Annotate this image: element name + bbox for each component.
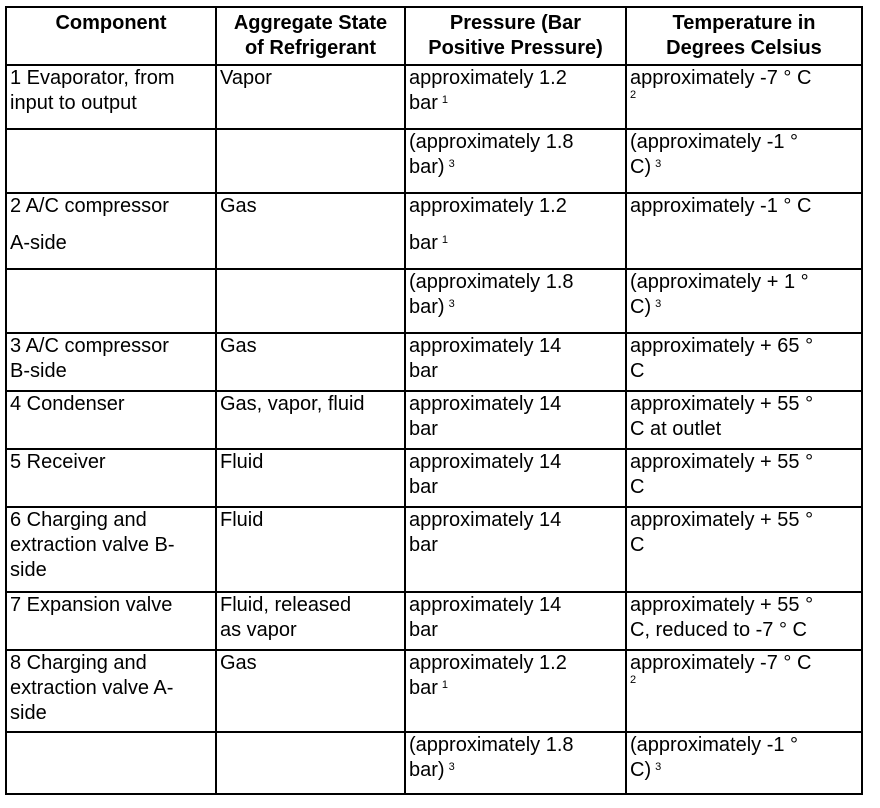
cell-state: Gas xyxy=(216,650,405,732)
component-line-2: A-side xyxy=(10,232,67,254)
footnote-marker: 3 xyxy=(448,761,455,773)
footnote-marker: 2 xyxy=(630,674,637,686)
table-row xyxy=(6,391,862,449)
cell-pressure: approximately 14 bar xyxy=(405,449,626,507)
pressure-value: approximately 1.2 bar xyxy=(409,652,567,699)
header-component: Component xyxy=(6,7,216,65)
cell-state: Gas xyxy=(216,333,405,391)
table-row xyxy=(6,193,862,269)
cell-temperature: approximately -1 ° C xyxy=(626,193,862,269)
cell-pressure: approximately 14 bar xyxy=(405,592,626,650)
footnote-marker: 3 xyxy=(448,298,455,310)
cell-state: Fluid, released as vapor xyxy=(216,592,405,650)
footnote-marker: 1 xyxy=(441,94,449,106)
cell-component: 4 Condenser xyxy=(6,391,216,449)
footnote-marker: 1 xyxy=(441,234,449,246)
temperature-value: (approximately -1 ° C) xyxy=(630,131,799,178)
document-page xyxy=(5,6,863,795)
pressure-value: approximately 1.2 bar xyxy=(409,67,567,114)
cell-temperature: approximately + 55 ° C xyxy=(626,507,862,592)
table-row xyxy=(6,592,862,650)
table-row xyxy=(6,449,862,507)
pressure-line-2: bar xyxy=(409,232,438,254)
cell-temperature xyxy=(626,65,862,129)
cell-pressure xyxy=(405,732,626,794)
footnote-marker: 3 xyxy=(448,158,455,170)
cell-component xyxy=(6,732,216,794)
temperature-value: (approximately -1 ° C) xyxy=(630,734,799,781)
pressure-line-1: approximately 1.2 xyxy=(409,195,567,217)
temperature-value: (approximately + 1 ° C) xyxy=(630,271,809,318)
cell-pressure: approximately 14 bar xyxy=(405,333,626,391)
header-temperature: Temperature in Degrees Celsius xyxy=(626,7,862,65)
cell-component: 3 A/C compressor B-side xyxy=(6,333,216,391)
footnote-marker: 3 xyxy=(655,761,662,773)
temperature-value: approximately -7 ° C xyxy=(630,67,812,89)
cell-temperature: approximately + 55 ° C at outlet xyxy=(626,391,862,449)
cell-component: 5 Receiver xyxy=(6,449,216,507)
table-row xyxy=(6,650,862,732)
cell-temperature xyxy=(626,129,862,193)
cell-pressure: approximately 14 bar xyxy=(405,507,626,592)
footnote-marker: 1 xyxy=(441,679,449,691)
header-aggregate-state: Aggregate State of Refrigerant xyxy=(216,7,405,65)
component-line-1: 2 A/C compressor xyxy=(10,195,169,217)
cell-component xyxy=(6,269,216,333)
cell-pressure xyxy=(405,65,626,129)
cell-state xyxy=(216,732,405,794)
cell-temperature: approximately + 65 ° C xyxy=(626,333,862,391)
cell-pressure xyxy=(405,650,626,732)
table-row xyxy=(6,129,862,193)
cell-state: Gas xyxy=(216,193,405,269)
table-row xyxy=(6,269,862,333)
cell-component: 7 Expansion valve xyxy=(6,592,216,650)
pressure-value: (approximately 1.8 bar) xyxy=(409,734,574,781)
table-row xyxy=(6,333,862,391)
cell-component: 1 Evaporator, from input to output xyxy=(6,65,216,129)
footnote-marker: 3 xyxy=(655,298,662,310)
pressure-value: (approximately 1.8 bar) xyxy=(409,131,574,178)
cell-component xyxy=(6,129,216,193)
footnote-marker: 3 xyxy=(655,158,662,170)
cell-component xyxy=(6,193,216,269)
cell-temperature xyxy=(626,732,862,794)
footnote-marker: 2 xyxy=(630,89,637,101)
cell-pressure: approximately 14 bar xyxy=(405,391,626,449)
table-row xyxy=(6,732,862,794)
temperature-value: approximately -7 ° C xyxy=(630,652,812,674)
cell-temperature xyxy=(626,269,862,333)
cell-component: 8 Charging and extraction valve A- side xyxy=(6,650,216,732)
cell-pressure xyxy=(405,193,626,269)
cell-state: Gas, vapor, fluid xyxy=(216,391,405,449)
cell-pressure xyxy=(405,129,626,193)
table-row xyxy=(6,65,862,129)
header-row xyxy=(6,7,862,65)
cell-temperature xyxy=(626,650,862,732)
cell-temperature: approximately + 55 ° C, reduced to -7 ° C xyxy=(626,592,862,650)
header-pressure: Pressure (Bar Positive Pressure) xyxy=(405,7,626,65)
table-row xyxy=(6,507,862,592)
cell-state: Vapor xyxy=(216,65,405,129)
refrigerant-table xyxy=(5,6,863,795)
cell-state: Fluid xyxy=(216,449,405,507)
pressure-value: (approximately 1.8 bar) xyxy=(409,271,574,318)
cell-temperature: approximately + 55 ° C xyxy=(626,449,862,507)
cell-state xyxy=(216,269,405,333)
cell-component: 6 Charging and extraction valve B- side xyxy=(6,507,216,592)
cell-state xyxy=(216,129,405,193)
cell-state: Fluid xyxy=(216,507,405,592)
cell-pressure xyxy=(405,269,626,333)
